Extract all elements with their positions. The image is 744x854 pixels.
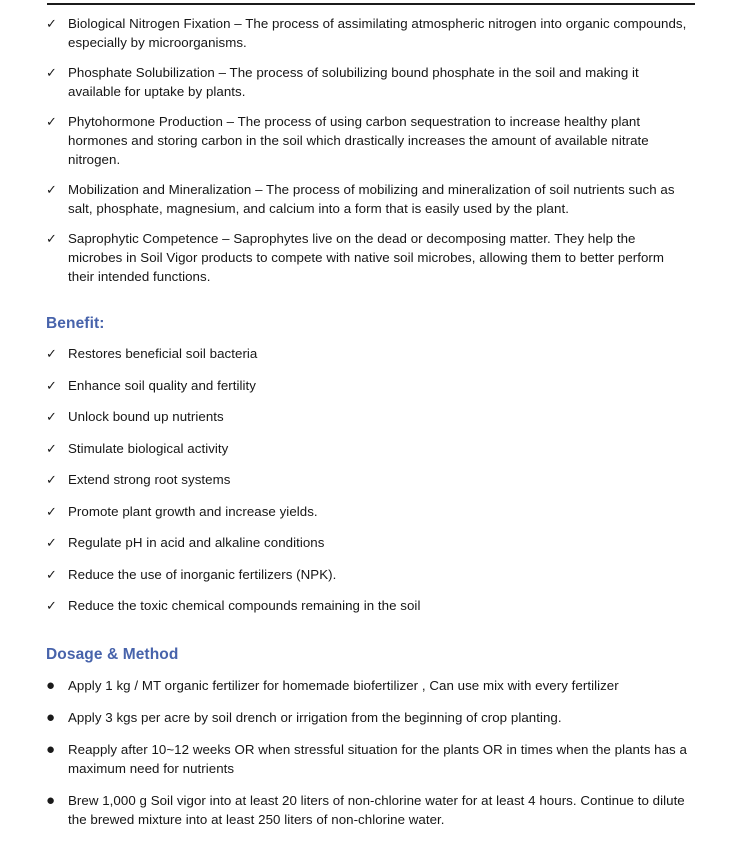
list-item-text: Stimulate biological activity <box>68 440 229 456</box>
checkmark-icon: ✓ <box>46 598 57 613</box>
list-item <box>0 229 744 286</box>
list-item <box>0 502 744 521</box>
checkmark-icon: ✓ <box>46 182 57 197</box>
checkmark-icon: ✓ <box>46 231 57 246</box>
dosage-section <box>0 645 744 829</box>
bullet-icon: ● <box>46 792 56 809</box>
list-item <box>0 180 744 218</box>
list-item-text: Regulate pH in acid and alkaline conditions <box>68 535 325 550</box>
list-item-text: Apply 3 kgs per acre by soil drench or irrigation from the beginning of crop planting. <box>68 710 562 725</box>
checkmark-icon: ✓ <box>46 114 57 129</box>
list-item <box>0 407 744 426</box>
checkmark-icon: ✓ <box>46 472 57 487</box>
list-item <box>0 470 744 489</box>
checkmark-icon: ✓ <box>46 566 57 582</box>
list-item-text: Promote plant growth and increase yields. <box>68 503 318 519</box>
list-item <box>0 63 744 101</box>
list-item-text: Reduce the toxic chemical compounds remaining in the soil <box>68 598 421 613</box>
list-item <box>0 14 744 52</box>
list-item <box>0 791 744 829</box>
list-item <box>0 565 744 584</box>
list-item <box>0 533 744 552</box>
bullet-icon: ● <box>46 677 56 694</box>
list-item-text: Phytohormone Production – The process of using carbon sequestration to increase healthy plant hormones and storing carbon in the soil which drastically increases the amount of available nitrate nitrogen. <box>68 114 649 167</box>
list-item-text: Phosphate Solubilization – The process of solubilizing bound phosphate in the soil and making it available for uptake by plants. <box>68 65 639 99</box>
list-item-text: Reapply after 10~12 weeks OR when stressful situation for the plants OR in times when the plants has a maximum need for nutrients <box>68 742 687 776</box>
list-item-text: Extend strong root systems <box>68 472 231 487</box>
checkmark-icon: ✓ <box>46 346 57 361</box>
checkmark-icon: ✓ <box>46 440 57 456</box>
bullet-icon: ● <box>46 709 56 726</box>
list-item <box>0 676 744 695</box>
list-item <box>0 708 744 727</box>
benefit-list <box>0 344 744 615</box>
page-top-rule <box>47 3 695 5</box>
document-content <box>0 14 744 842</box>
list-item-text: Restores beneficial soil bacteria <box>68 346 258 361</box>
bullet-icon: ● <box>46 741 56 758</box>
list-item <box>0 596 744 615</box>
checkmark-icon: ✓ <box>46 377 57 393</box>
list-item-text: Enhance soil quality and fertility <box>68 377 256 393</box>
list-item <box>0 740 744 778</box>
checkmark-icon: ✓ <box>46 16 57 31</box>
list-item-text: Saprophytic Competence – Saprophytes live on the dead or decomposing matter. They help the microbes in Soil Vigor products to compete with native soil microbes, allowing them to better perform their intended functions. <box>68 231 665 284</box>
list-item-text: Mobilization and Mineralization – The process of mobilizing and mineralization of soil nutrients such as salt, phosphate, magnesium, and calcium into a form that is easily used by the plant. <box>68 182 675 216</box>
list-item-text: Apply 1 kg / MT organic fertilizer for homemade biofertilizer , Can use mix with every fertilizer <box>68 678 619 693</box>
list-item <box>0 376 744 395</box>
list-item-text: Biological Nitrogen Fixation – The process of assimilating atmospheric nitrogen into organic compounds, especially by microorganisms. <box>68 16 687 50</box>
dosage-heading: Dosage & Method <box>46 646 179 663</box>
list-item-text: Reduce the use of inorganic fertilizers (NPK). <box>68 566 337 582</box>
checkmark-icon: ✓ <box>46 535 57 550</box>
checkmark-icon: ✓ <box>46 409 57 424</box>
list-item-text: Unlock bound up nutrients <box>68 409 224 424</box>
benefit-section <box>0 314 744 615</box>
benefit-heading: Benefit: <box>46 315 105 332</box>
checkmark-icon: ✓ <box>46 65 57 80</box>
dosage-list <box>0 676 744 829</box>
list-item <box>0 112 744 169</box>
list-item-text: Brew 1,000 g Soil vigor into at least 20 liters of non-chlorine water for at least 4 hours. Continue to dilute the brewed mixture into at least 250 liters of non-chlorine water. <box>68 793 685 827</box>
list-item <box>0 439 744 458</box>
list-item <box>0 344 744 363</box>
mechanism-list <box>0 14 744 286</box>
checkmark-icon: ✓ <box>46 503 57 519</box>
